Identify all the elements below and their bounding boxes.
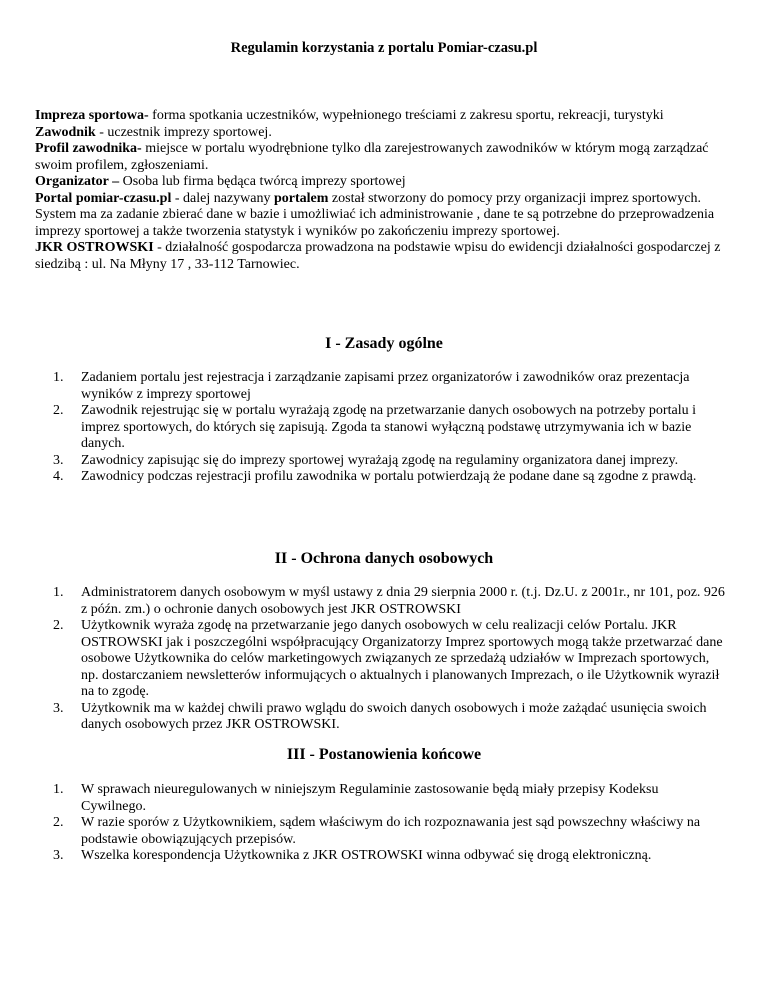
list-number: 1. — [53, 370, 64, 385]
list-number: 1. — [53, 782, 64, 797]
definition-zawodnik — [35, 125, 735, 142]
section-heading-ochrona: II - Ochrona danych osobowych — [274, 550, 494, 567]
definition-text: został stworzony do pomocy przy organizacji imprez sportowych. System ma za zadanie zbierać dane w bazie i umożliwiać ich administrowanie , dane te są potrzebne do przeprowadzenia imprezy sportowej a także tworzenia statystyk i wyników po zakończeniu imprezy sportowej. — [35, 190, 715, 239]
list-item — [35, 469, 725, 486]
definition-impreza — [35, 108, 735, 125]
list-text: Wszelka korespondencja Użytkownika z JKR OSTROWSKI winna odbywać się drogą elektroniczną. — [81, 848, 652, 863]
list-number: 2. — [53, 815, 64, 830]
list-text: Użytkownik ma w każdej chwili prawo wglądu do swoich danych osobowych i może zażądać usunięcia swoich danych osobowych przez JKR OSTROWSKI. — [81, 700, 707, 732]
list-number: 3. — [53, 848, 64, 863]
definition-text: Osoba lub firma będąca twórcą imprezy sportowej — [119, 174, 406, 189]
list-item — [35, 618, 725, 701]
list-item — [35, 585, 725, 618]
list-item — [35, 370, 725, 403]
list-item — [35, 782, 725, 815]
definition-term: JKR OSTROWSKI — [35, 240, 154, 255]
list-text: W sprawach nieuregulowanych w niniejszym Regulaminie zastosowanie będą miały przepisy Kodeksu Cywilnego. — [81, 782, 659, 814]
list-number: 3. — [53, 700, 64, 716]
definition-term: Profil zawodnika- — [35, 141, 142, 156]
list-number: 1. — [53, 585, 64, 600]
list-number: 2. — [53, 403, 64, 418]
list-text: Użytkownik wyraża zgodę na przetwarzanie jego danych osobowych w celu realizacji celów Portalu. JKR OSTROWSKI jak i poszczególni współpracujący Organizatorzy Imprez sportowych mogą także przetwarzać dane osobowe Użytkownika do celów marketingowych związanych ze sprzedażą udziałów w Imprezach sportowych, np. dostarczaniem newsletterów informujących o aktualnych i planowanych Imprezach, o ile Użytkownik wyraził na to zgodę. — [81, 618, 723, 699]
definition-text: - dalej nazywany — [171, 190, 274, 206]
definition-term: Zawodnik — [35, 124, 96, 140]
definition-organizator — [35, 174, 735, 191]
list-item — [35, 701, 725, 734]
definition-text: - działalność gospodarcza prowadzona na podstawie wpisu do ewidencji działalności gospodarczej z siedzibą : ul. Na Młyny 17 , 33-112 Tarnowiec. — [35, 240, 721, 272]
list-text: Zadaniem portalu jest rejestracja i zarządzanie zapisami przez organizatorów i zawodników oraz prezentacja wyników z imprezy sportowej — [81, 370, 690, 402]
definition-text: forma spotkania uczestników, wypełnionego treściami z zakresu sportu, rekreacji, turystyki — [148, 108, 664, 123]
list-item — [35, 815, 725, 848]
section-list-postanowienia — [35, 782, 725, 865]
section-list-ochrona — [35, 585, 725, 734]
list-item — [35, 848, 725, 865]
definitions-block — [35, 108, 735, 273]
section-heading-postanowienia: III - Postanowienia końcowe — [286, 746, 482, 763]
document-title: Regulamin korzystania z portalu Pomiar-czasu.pl — [230, 40, 538, 56]
definition-portal — [35, 191, 735, 241]
list-item — [35, 403, 725, 453]
definition-term: Organizator – — [35, 174, 120, 189]
list-text: Administratorem danych osobowym w myśl ustawy z dnia 29 sierpnia 2000 r. (t.j. Dz.U. z 2001r., nr 101, poz. 926 z późn. zm.) o ochronie danych osobowych jest JKR OSTROWSKI — [81, 585, 725, 617]
definition-term-portalem: portalem — [273, 190, 329, 206]
list-text: Zawodnicy podczas rejestracji profilu zawodnika w portalu potwierdzają że podane dane są zgodne z prawdą. — [81, 469, 697, 484]
list-text: W razie sporów z Użytkownikiem, sądem właściwym do ich rozpoznawania jest sąd powszechny właściwy na podstawie obowiązujących przepisów. — [81, 815, 701, 847]
definition-term: Portal pomiar-czasu.pl — [35, 190, 172, 206]
list-number: 4. — [53, 469, 64, 484]
list-text: Zawodnicy zapisując się do imprezy sportowej wyrażają zgodę na regulaminy organizatora danej imprezy. — [81, 452, 679, 468]
list-number: 3. — [53, 452, 64, 468]
list-item — [35, 453, 725, 470]
section-heading-zasady: I - Zasady ogólne — [325, 335, 443, 352]
list-text: Zawodnik rejestrując się w portalu wyrażają zgodę na przetwarzanie danych osobowych na potrzeby portalu i imprez sportowych, do których się zapisują. Zgoda ta stanowi wyłączną podstawę utrzymywania ich w bazie danych. — [81, 403, 696, 451]
section-list-zasady — [35, 370, 725, 486]
definition-profil — [35, 141, 735, 174]
list-number: 2. — [53, 618, 64, 633]
definition-jkr — [35, 240, 735, 273]
definition-term: Impreza sportowa- — [35, 108, 149, 123]
definition-text: miejsce w portalu wyodrębnione tylko dla zarejestrowanych zawodników w którym mogą zarządzać swoim profilem, zgłoszeniami. — [35, 141, 709, 173]
definition-text: - uczestnik imprezy sportowej. — [95, 124, 272, 140]
